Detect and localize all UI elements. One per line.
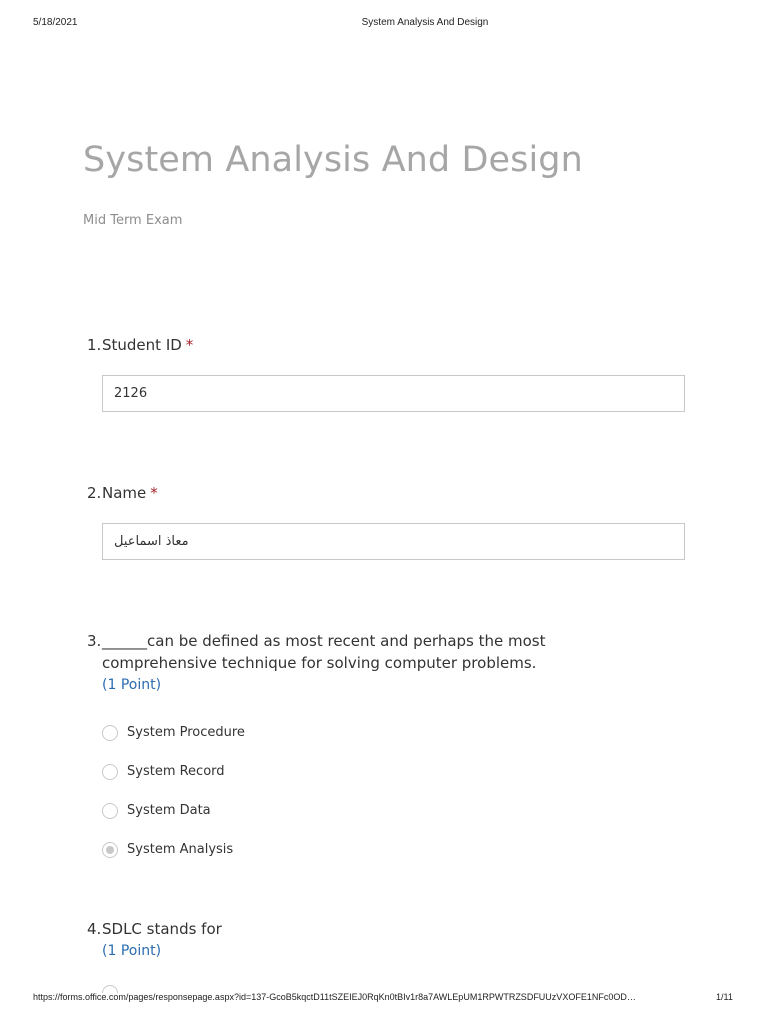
question-3 <box>87 630 647 869</box>
options-list <box>102 713 647 869</box>
question-text: SDLC stands for <box>102 920 222 938</box>
page-number: 1/11 <box>716 992 733 1002</box>
option-label: System Analysis <box>127 842 234 857</box>
radio-button[interactable] <box>102 725 118 741</box>
print-date: 5/18/2021 <box>33 17 78 28</box>
question-name <box>87 482 687 504</box>
required-marker: * <box>185 336 194 354</box>
question-number: 1. <box>87 336 102 354</box>
radio-button[interactable] <box>102 803 118 819</box>
question-number: 3. <box>87 632 102 650</box>
points-label: (1 Point) <box>102 677 162 693</box>
points-label: (1 Point) <box>102 943 162 959</box>
print-header <box>0 17 768 31</box>
question-student-id <box>87 334 687 356</box>
option-system-analysis[interactable] <box>102 830 647 869</box>
option-label: System Procedure <box>127 725 245 740</box>
page-url: https://forms.office.com/pages/responsepage.aspx?id=137-GcoB5kqctD11tSZEIEJ0RqKn0tBIv1r8a7AWLEpUM1RPWTRZSDFUUzVXOFE1NFc0OD… <box>33 992 636 1002</box>
question-4 <box>87 918 687 962</box>
student-id-input[interactable]: 2126 <box>102 375 685 412</box>
option-system-record[interactable] <box>102 752 647 791</box>
form-subtitle: Mid Term Exam <box>83 213 183 228</box>
option-system-data[interactable] <box>102 791 647 830</box>
question-number: 2. <box>87 484 102 502</box>
form-title: System Analysis And Design <box>83 140 583 180</box>
question-text <box>102 334 687 356</box>
question-text <box>102 482 687 504</box>
print-title: System Analysis And Design <box>361 17 489 28</box>
radio-button[interactable] <box>102 764 118 780</box>
question-label: Student ID <box>102 336 182 354</box>
question-text: ______can be defined as most recent and perhaps the most comprehensive technique for solving computer problems. <box>102 632 546 672</box>
radio-button-selected[interactable] <box>102 842 118 858</box>
name-input[interactable]: معاذ اسماعيل <box>102 523 685 560</box>
question-label: Name <box>102 484 147 502</box>
question-number: 4. <box>87 920 102 938</box>
option-system-procedure[interactable] <box>102 713 647 752</box>
option-label: System Data <box>127 803 211 818</box>
required-marker: * <box>150 484 158 502</box>
option-label: System Record <box>127 764 225 779</box>
